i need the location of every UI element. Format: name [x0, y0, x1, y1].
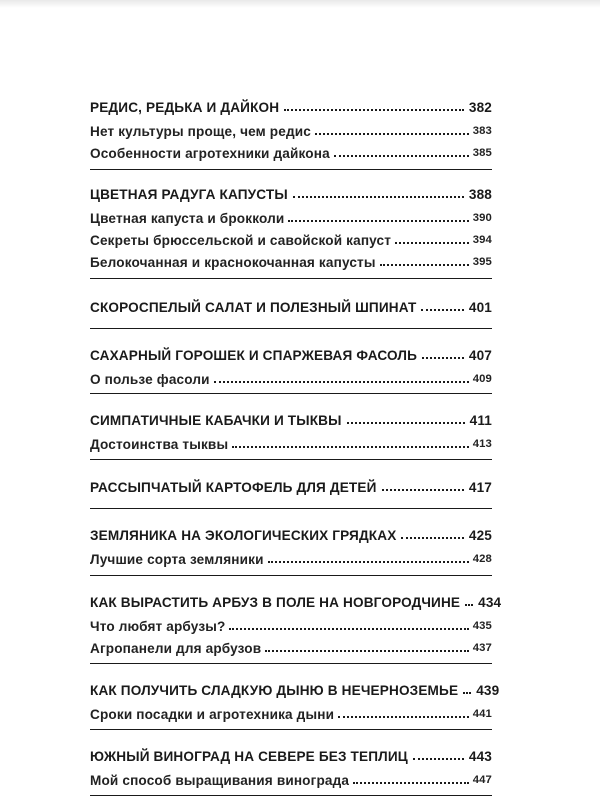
- dot-leader: [395, 242, 469, 244]
- toc-section: [90, 743, 492, 796]
- subsection-list: [90, 368, 492, 390]
- toc-section: [90, 407, 492, 460]
- chapter-row[interactable]: [90, 476, 492, 498]
- dot-leader: [401, 537, 463, 539]
- dot-leader: [382, 489, 464, 491]
- chapter-row[interactable]: [90, 183, 492, 205]
- dot-leader: [334, 155, 469, 157]
- subsection-row[interactable]: [90, 548, 492, 570]
- chapter-title: ЮЖНЫЙ ВИНОГРАД НА СЕВЕРЕ БЕЗ ТЕПЛИЦ: [90, 748, 408, 764]
- subsection-title: Секреты брюссельской и савойской капуст: [90, 232, 392, 248]
- subsection-page-number: 390: [472, 212, 492, 224]
- chapter-row[interactable]: [90, 96, 492, 118]
- subsection-page-number: 437: [472, 642, 492, 654]
- chapter-title: САХАРНЫЙ ГОРОШЕК И СПАРЖЕВАЯ ФАСОЛЬ: [90, 347, 417, 363]
- subsection-title: Особенности агротехники дайкона: [90, 145, 330, 161]
- dot-leader: [463, 692, 471, 694]
- toc-section: [90, 522, 492, 576]
- toc-section: [90, 183, 492, 279]
- chapter-row[interactable]: [90, 591, 502, 613]
- subsection-title: Белокочанная и краснокочанная капусты: [90, 254, 376, 270]
- subsection-title: Достоинства тыквы: [90, 436, 229, 452]
- subsection-title: Что любят арбузы?: [90, 618, 226, 634]
- dot-leader: [293, 196, 464, 198]
- toc-section: [90, 677, 500, 730]
- subsection-row[interactable]: [90, 368, 492, 390]
- dot-leader: [465, 604, 473, 606]
- dot-leader: [284, 109, 464, 111]
- chapter-title: ЗЕМЛЯНИКА НА ЭКОЛОГИЧЕСКИХ ГРЯДКАХ: [90, 527, 397, 543]
- dot-leader: [347, 422, 465, 424]
- subsection-list: [90, 703, 492, 725]
- subsection-page-number: 441: [472, 708, 492, 720]
- toc-section: [90, 589, 502, 664]
- subsection-row[interactable]: [90, 637, 492, 659]
- dot-leader: [229, 628, 468, 630]
- subsection-list: [90, 207, 492, 273]
- subsection-list: [90, 120, 492, 164]
- subsection-page-number: 447: [472, 774, 492, 786]
- chapter-page-number: 407: [468, 347, 492, 363]
- dot-leader: [338, 716, 469, 718]
- chapter-page-number: 382: [468, 99, 492, 115]
- subsection-row[interactable]: [90, 703, 492, 725]
- chapter-title: СИМПАТИЧНЫЕ КАБАЧКИ И ТЫКВЫ: [90, 412, 342, 428]
- subsection-title: Агропанели для арбузов: [90, 640, 262, 656]
- chapter-row[interactable]: [90, 745, 492, 767]
- toc-section: [90, 293, 492, 329]
- subsection-page-number: 413: [472, 438, 492, 450]
- dot-leader: [315, 133, 469, 135]
- subsection-page-number: 385: [472, 147, 492, 159]
- dot-leader: [214, 381, 469, 383]
- dot-leader: [413, 758, 464, 760]
- subsection-row[interactable]: [90, 229, 492, 251]
- chapter-title: РЕДИС, РЕДЬКА И ДАЙКОН: [90, 99, 280, 115]
- subsection-row[interactable]: [90, 433, 492, 455]
- dot-leader: [422, 357, 464, 359]
- subsection-list: [90, 433, 492, 455]
- subsection-title: О пользе фасоли: [90, 371, 210, 387]
- subsection-list: [90, 615, 492, 659]
- chapter-title: РАССЫПЧАТЫЙ КАРТОФЕЛЬ ДЛЯ ДЕТЕЙ: [90, 479, 377, 495]
- chapter-row[interactable]: [90, 409, 492, 431]
- subsection-page-number: 428: [472, 553, 492, 565]
- subsection-list: [90, 769, 492, 791]
- chapter-title: ЦВЕТНАЯ РАДУГА КАПУСТЫ: [90, 186, 288, 202]
- table-of-contents: [90, 96, 502, 796]
- chapter-page-number: 417: [468, 479, 492, 495]
- subsection-row[interactable]: [90, 120, 492, 142]
- chapter-row[interactable]: [90, 524, 492, 546]
- dot-leader: [353, 782, 469, 784]
- chapter-page-number: 411: [469, 412, 492, 428]
- chapter-row[interactable]: [90, 344, 492, 366]
- subsection-page-number: 395: [472, 256, 492, 268]
- subsection-page-number: 394: [472, 234, 492, 246]
- subsection-title: Сроки посадки и агротехника дыни: [90, 706, 335, 722]
- subsection-list: [90, 548, 492, 570]
- toc-section: [90, 473, 492, 509]
- chapter-page-number: 439: [476, 682, 500, 698]
- chapter-page-number: 425: [468, 527, 492, 543]
- chapter-page-number: 401: [468, 299, 492, 315]
- subsection-title: Мой способ выращивания винограда: [90, 772, 350, 788]
- chapter-title: КАК ПОЛУЧИТЬ СЛАДКУЮ ДЫНЮ В НЕЧЕРНОЗЕМЬЕ: [90, 682, 459, 698]
- subsection-title: Лучшие сорта земляники: [90, 551, 264, 567]
- subsection-row[interactable]: [90, 769, 492, 791]
- chapter-row[interactable]: [90, 296, 492, 318]
- subsection-title: Цветная капуста и брокколи: [90, 210, 285, 226]
- subsection-row[interactable]: [90, 615, 492, 637]
- subsection-title: Нет культуры проще, чем редис: [90, 123, 311, 139]
- dot-leader: [268, 561, 469, 563]
- chapter-page-number: 388: [468, 186, 492, 202]
- chapter-row[interactable]: [90, 679, 500, 701]
- subsection-row[interactable]: [90, 142, 492, 164]
- chapter-page-number: 443: [468, 748, 492, 764]
- subsection-row[interactable]: [90, 251, 492, 273]
- chapter-page-number: 434: [478, 594, 502, 610]
- dot-leader: [232, 446, 468, 448]
- subsection-row[interactable]: [90, 207, 492, 229]
- dot-leader: [421, 309, 463, 311]
- dot-leader: [288, 220, 468, 222]
- subsection-page-number: 435: [472, 620, 492, 632]
- toc-section: [90, 342, 492, 394]
- chapter-title: СКОРОСПЕЛЫЙ САЛАТ И ПОЛЕЗНЫЙ ШПИНАТ: [90, 299, 417, 315]
- subsection-page-number: 383: [472, 125, 492, 137]
- dot-leader: [380, 264, 469, 266]
- chapter-title: КАК ВЫРАСТИТЬ АРБУЗ В ПОЛЕ НА НОВГОРОДЧИНЕ: [90, 594, 461, 610]
- top-page-edge: [0, 0, 600, 8]
- dot-leader: [265, 650, 468, 652]
- toc-section: [90, 96, 492, 170]
- subsection-page-number: 409: [472, 373, 492, 385]
